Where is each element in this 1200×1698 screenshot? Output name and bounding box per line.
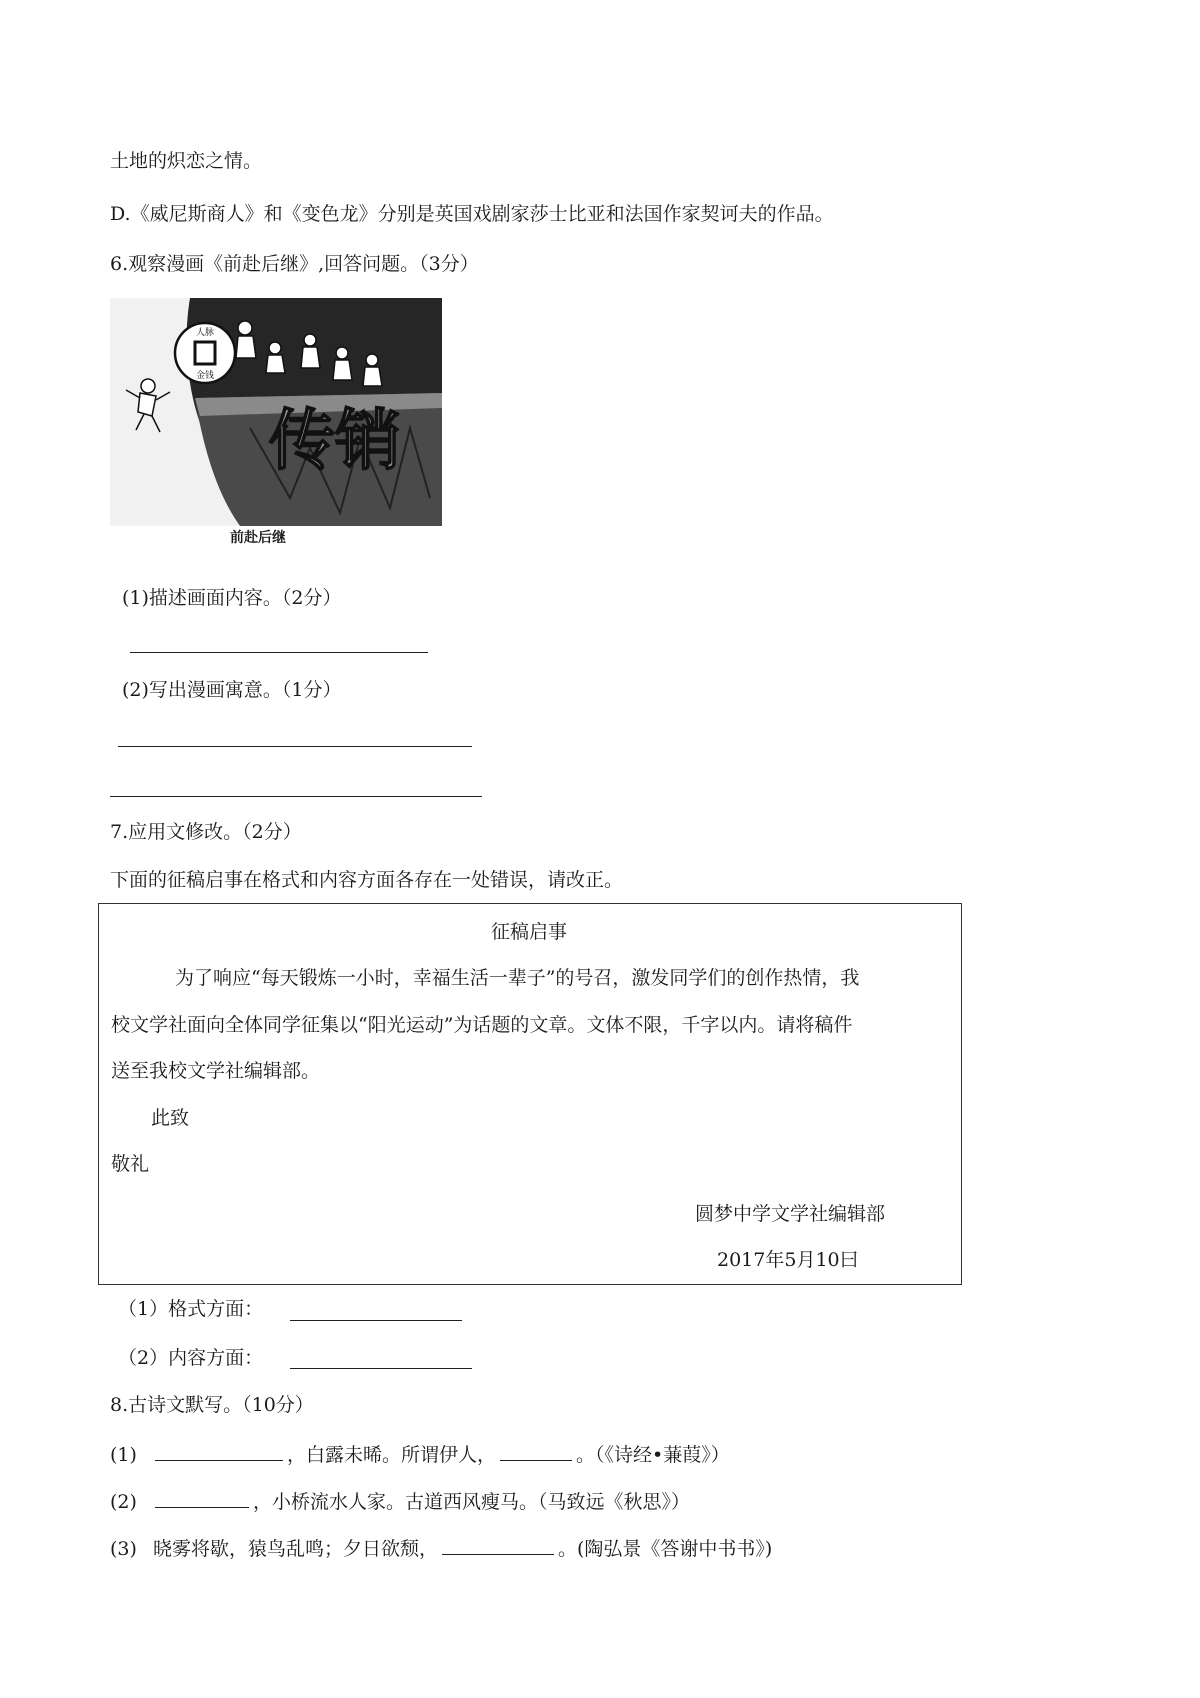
fill-blank[interactable] [442,1534,554,1555]
question-6-2: (2)写出漫画寓意。（1分） [122,679,342,701]
answer-line[interactable] [290,1368,472,1369]
notice-box [98,903,962,1285]
question-6-1: (1)描述画面内容。（2分） [122,587,342,609]
cartoon-illustration [110,298,442,526]
format-answer-label: （1）格式方面： [118,1298,264,1320]
poem-source: 。（《诗经•蒹葭》） [575,1444,730,1466]
q8-item-2 [110,1487,690,1516]
question-6-title: 6.观察漫画《前赴后继》,回答问题。（3分） [110,253,479,275]
text-line: 土地的炽恋之情。 [110,150,263,172]
answer-line[interactable] [290,1320,462,1321]
text-line: D.《威尼斯商人》和《变色龙》分别是英国戏剧家莎士比亚和法国作家契诃夫的作品。 [110,203,834,225]
fill-blank[interactable] [500,1440,572,1461]
question-8-title: 8.古诗文默写。（10分） [110,1394,314,1416]
notice-title: 征稿启事 [491,921,568,943]
notice-body-line: 校文学社面向全体同学征集以“阳光运动”为话题的文章。文体不限，千字以内。请将稿件 [111,1014,853,1036]
fill-blank[interactable] [155,1440,283,1461]
cliff-label-text: 传销 [269,402,401,479]
coin-bottom-text: 金钱 [195,371,215,381]
poem-text: ，小桥流水人家。古道西风瘦马。（马致远《秋思》） [252,1491,690,1513]
poem-text: 晓雾将歇，猿鸟乱鸣；夕日欲颓， [152,1538,438,1560]
notice-closing: 此致 [151,1107,190,1129]
poem-source: 。(陶弘景《答谢中书书》) [557,1538,773,1560]
item-number: (3) [110,1538,137,1560]
question-7-title: 7.应用文修改。（2分） [110,821,302,843]
q8-item-1 [110,1440,730,1469]
item-number: (1) [110,1444,137,1466]
cartoon-caption: 前赴后继 [230,530,286,546]
notice-signature: 圆梦中学文学社编辑部 [695,1203,886,1225]
notice-body-line: 送至我校文学社编辑部。 [111,1060,321,1082]
coin-top-text: 人脉 [195,328,215,338]
fill-blank[interactable] [155,1487,249,1508]
notice-closing: 敬礼 [111,1153,150,1175]
notice-date: 2017年5月10曰 [717,1249,859,1271]
content-answer-label: （2）内容方面： [118,1347,264,1369]
q8-item-3 [110,1534,772,1563]
notice-body-line: 为了响应“每天锻炼一小时，幸福生活一辈子”的号召，激发同学们的创作热情，我 [175,967,860,989]
poem-text: ，白露未晞。所谓伊人， [286,1444,496,1466]
answer-line[interactable] [110,796,482,797]
item-number: (2) [110,1491,137,1513]
answer-line[interactable] [118,746,472,747]
question-7-intro: 下面的征稿启事在格式和内容方面各存在一处错误，请改正。 [110,869,624,891]
answer-line[interactable] [130,652,428,653]
